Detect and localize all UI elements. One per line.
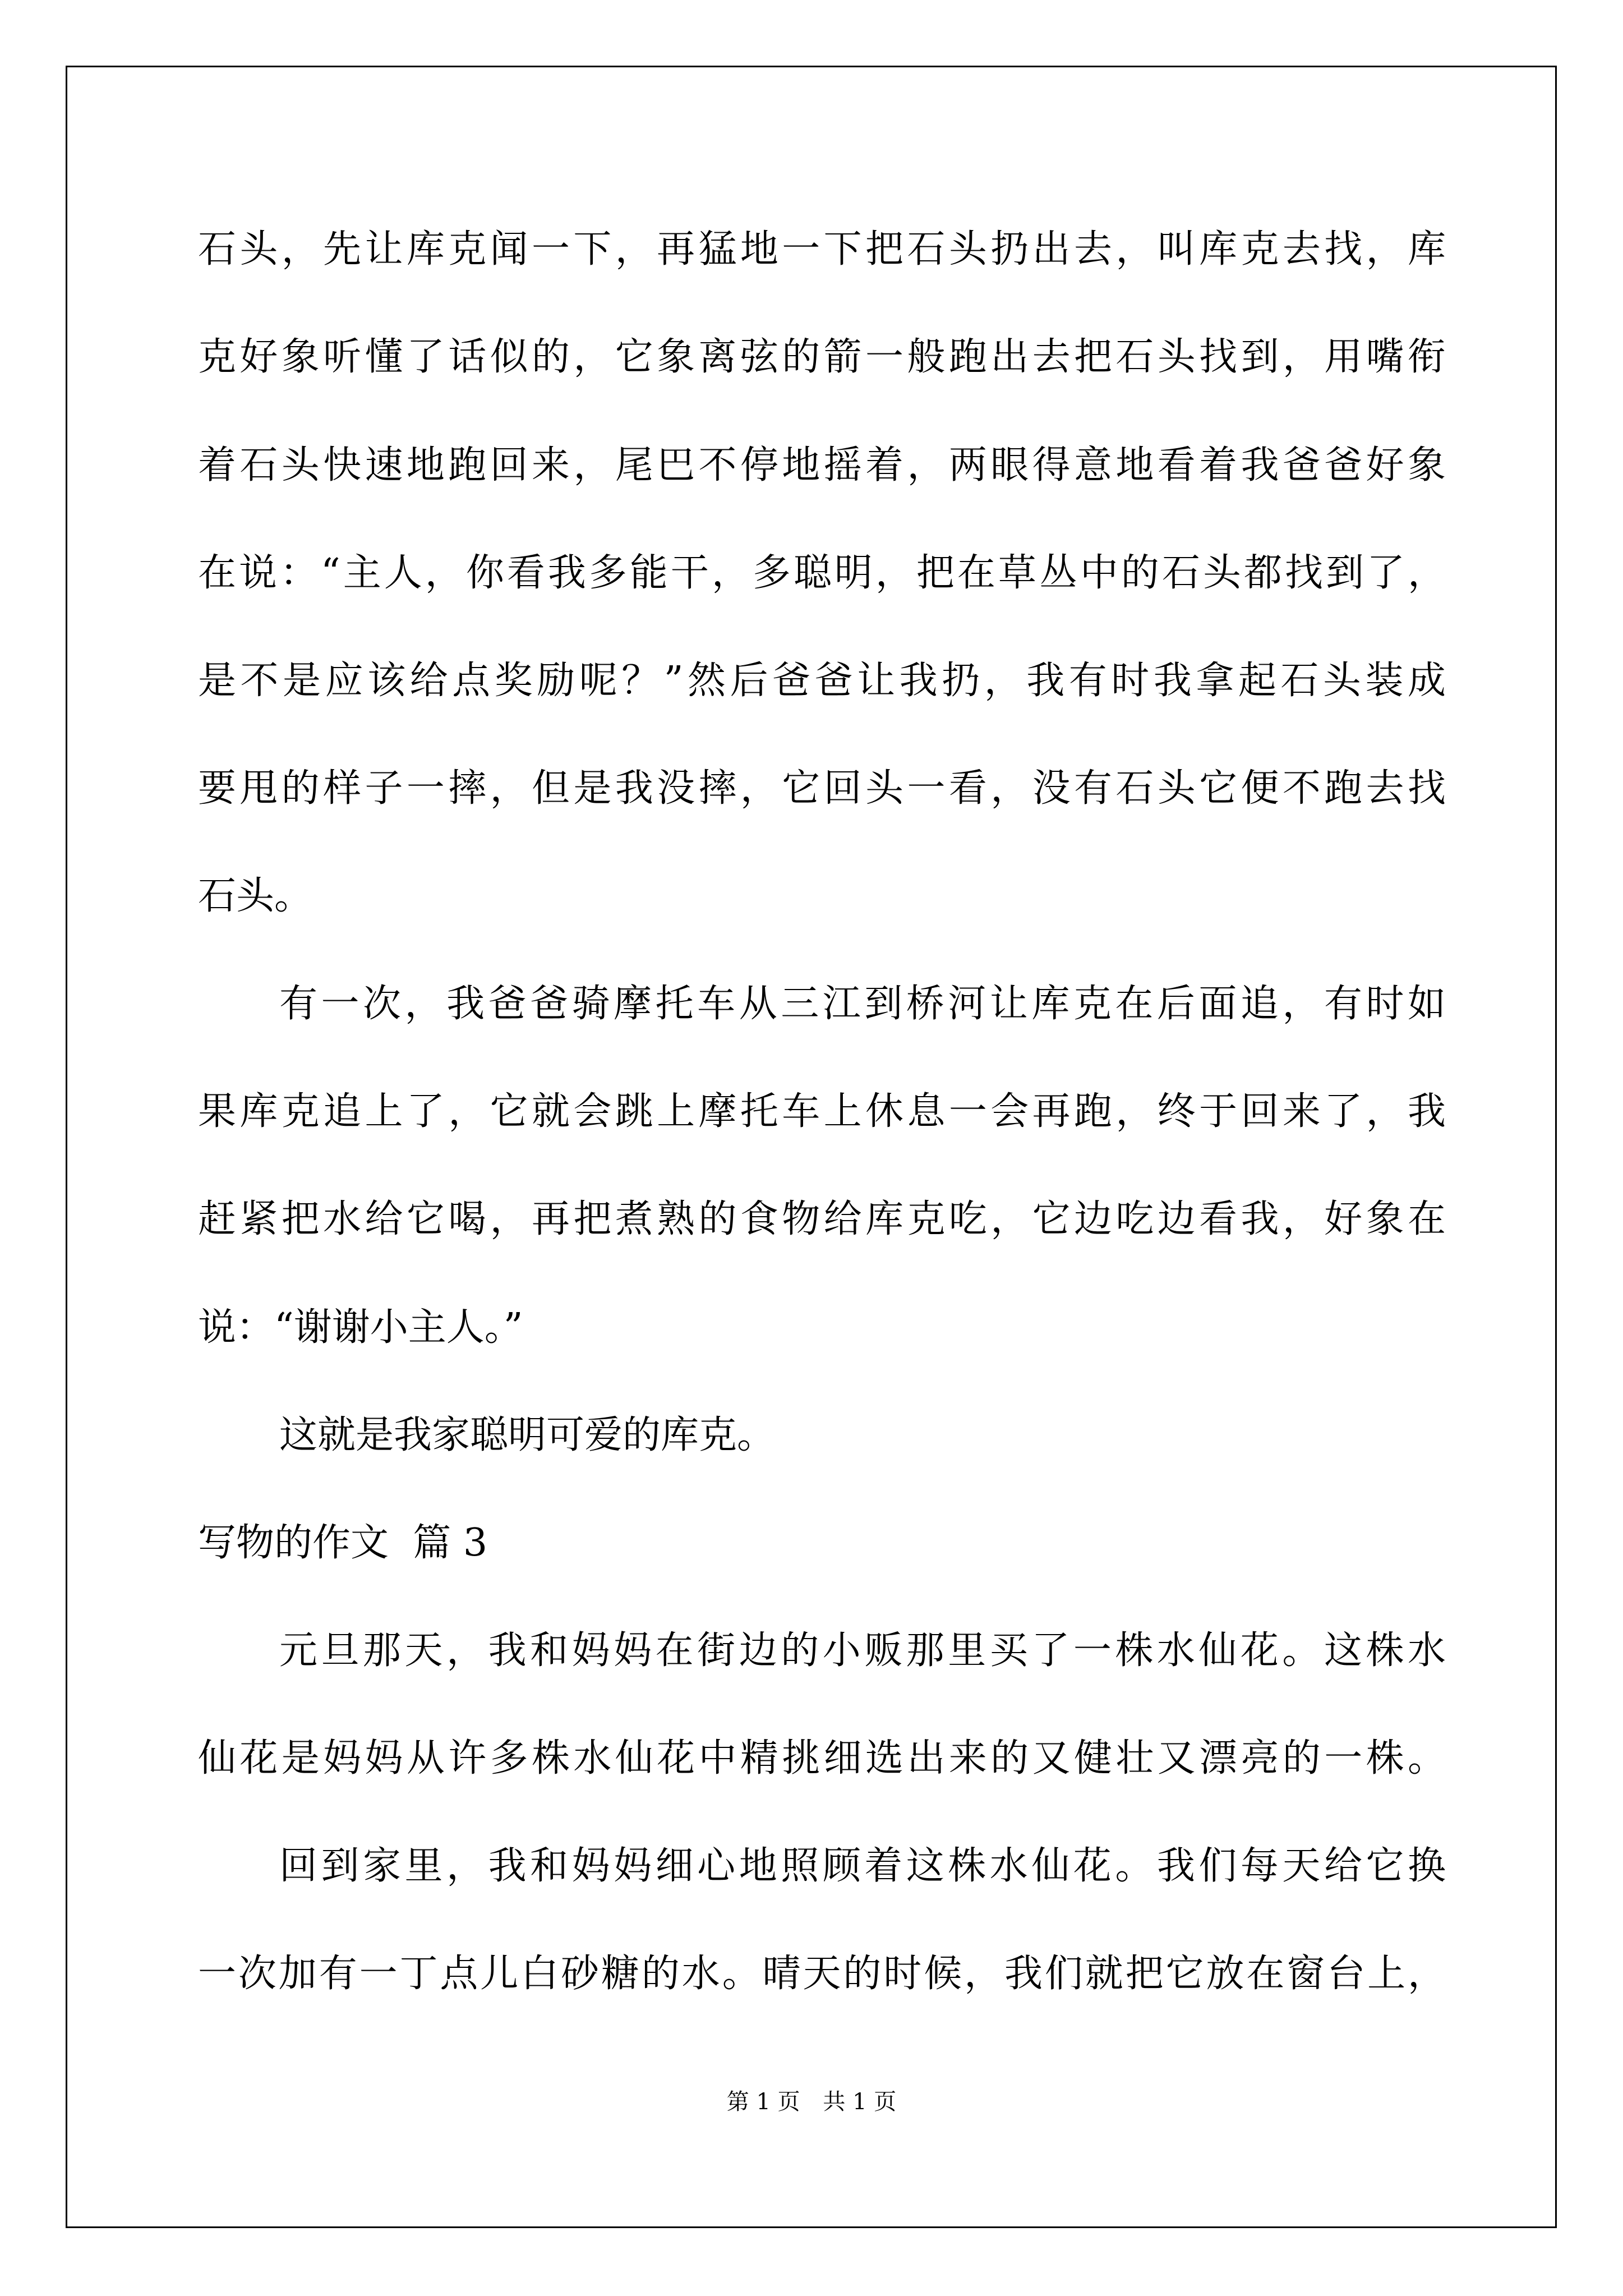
- text-line: 说：“谢谢小主人。”: [198, 1305, 523, 1350]
- page-border: [66, 66, 1557, 2228]
- total-pages: 共 1 页: [823, 2089, 897, 2115]
- text-line: 石头。: [198, 874, 313, 918]
- text-line: 元旦那天，我和妈妈在街边的小贩那里买了一株水仙花。这株水: [279, 1628, 1446, 1673]
- text-line: 回到家里，我和妈妈细心地照顾着这株水仙花。我们每天给它换: [279, 1844, 1446, 1888]
- text-line: 仙花是妈妈从许多株水仙花中精挑细选出来的又健壮又漂亮的一株。: [198, 1736, 1446, 1780]
- text-line: 着石头快速地跑回来，尾巴不停地摇着，两眼得意地看着我爸爸好象: [198, 443, 1446, 487]
- section-heading: 写物的作文 篇 3: [198, 1521, 488, 1565]
- text-line: 有一次，我爸爸骑摩托车从三江到桥河让库克在后面追，有时如: [279, 982, 1446, 1026]
- page-footer: [0, 2085, 1623, 2119]
- text-line: 石头，先让库克闻一下，再猛地一下把石头扔出去，叫库克去找，库: [198, 227, 1446, 272]
- text-line: 这就是我家聪明可爱的库克。: [279, 1413, 776, 1457]
- text-line: 赶紧把水给它喝，再把煮熟的食物给库克吃，它边吃边看我，好象在: [198, 1197, 1446, 1241]
- text-line: 果库克追上了，它就会跳上摩托车上休息一会再跑，终于回来了，我: [198, 1089, 1446, 1134]
- text-line: 一次加有一丁点儿白砂糖的水。晴天的时候，我们就把它放在窗台上，: [198, 1952, 1446, 1996]
- text-line: 克好象听懂了话似的，它象离弦的箭一般跑出去把石头找到，用嘴衔: [198, 335, 1446, 379]
- text-line: 在说：“主人，你看我多能干，多聪明，把在草丛中的石头都找到了，: [198, 551, 1446, 595]
- text-line: 是不是应该给点奖励呢？”然后爸爸让我扔，我有时我拿起石头装成: [198, 659, 1446, 703]
- text-line: 要甩的样子一摔，但是我没摔，它回头一看，没有石头它便不跑去找: [198, 766, 1446, 811]
- page-number: 第 1 页: [726, 2089, 800, 2115]
